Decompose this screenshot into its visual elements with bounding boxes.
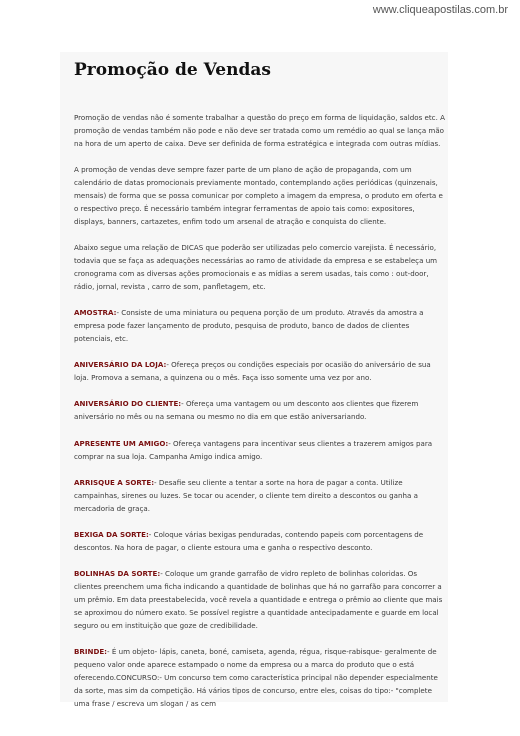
tip-keyword: APRESENTE UM AMIGO: [74, 438, 169, 448]
tip-apresente-amigo [74, 437, 446, 463]
tip-text: - Ofereça preços ou condições especiais por ocasião do aniversário de sua loja. Promova a semana, a quinzena ou o mês. Faça isso somente uma vez por ano. [74, 360, 431, 383]
tip-amostra [74, 306, 446, 345]
tip-brinde [74, 645, 446, 710]
paragraph-intro-2 [74, 163, 446, 228]
paragraph-text: Promoção de vendas não é somente trabalhar a questão do preço em forma de liquidação, saldos etc. A promoção de vendas também não pode e não deve ser tratada como um remédio ao qual se lança mão na hora de um aperto de caixa. Deve ser definida de forma estratégica e integrada com outras mídias. [74, 113, 445, 148]
tip-aniversario-cliente [74, 397, 446, 423]
tip-text: - Ofereça vantagens para incentivar seus clientes a trazerem amigos para comprar na sua loja. Campanha Amigo indica amigo. [74, 438, 433, 461]
tip-keyword: ANIVERSÁRIO DO CLIENTE: [74, 399, 182, 409]
tip-bolinhas-sorte [74, 567, 446, 632]
tip-keyword: BEXIGA DA SORTE: [74, 529, 149, 539]
tip-text: - Consiste de uma miniatura ou pequena porção de um produto. Através da amostra a empresa pode fazer lançamento de produto, pesquisa de produto, banco de dados de clientes potenciais, etc. [74, 308, 424, 344]
tip-keyword: ANIVERSÁRIO DA LOJA: [74, 360, 167, 370]
site-url[interactable]: www.cliqueapostilas.com.br [372, 4, 508, 16]
tip-bexiga-sorte [74, 528, 446, 554]
tip-aniversario-loja [74, 358, 446, 384]
tip-text: - É um objeto- lápis, caneta, boné, camiseta, agenda, régua, risque-rabisque- geralmente de pequeno valor onde aparece estampado o nome da empresa ou a marca do produto que o está oferecendo.CONCURSO:- Um concurso tem como característica principal não depender especialmente da sorte, mas sim da competição. Há vários tipos de concurso, entre eles, coisas do tipo:- "complete uma frase / escreva um slogan / as cem [74, 646, 438, 708]
tip-keyword: BOLINHAS DA SORTE: [74, 568, 161, 578]
tip-arrisque-sorte [74, 476, 446, 515]
tip-keyword: AMOSTRA: [74, 308, 117, 318]
paragraph-text: Abaixo segue uma relação de DICAS que poderão ser utilizadas pelo comercio varejista. É necessário, todavia que se faça as adequações necessárias ao ramo de atividade da empresa e se estabeleça um cronograma com as diversas ações promocionais e as mídias a serem usadas, tais como : out-door, rádio, jornal, revista , carro de som, panfletagem, etc. [74, 243, 438, 292]
tip-text: - Coloque várias bexigas penduradas, contendo papeis com porcentagens de descontos. Na hora de pagar, o cliente estoura uma e ganha o respectivo desconto. [74, 529, 424, 552]
paragraph-intro-1 [74, 111, 446, 150]
document-body [74, 111, 446, 723]
paragraph-intro-3 [74, 241, 446, 293]
page-title: Promoção de Vendas [74, 60, 271, 80]
tip-keyword: ARRISQUE A SORTE: [74, 477, 155, 487]
paragraph-text: A promoção de vendas deve sempre fazer parte de um plano de ação de propaganda, com um calendário de datas promocionais previamente montado, contemplando ações periódicas (quinzenais, mensais) de forma que se possa comunicar por completo a imagem da empresa, o produto em oferta e o respectivo preço. É necessário também integrar ferramentas de apoio tais como: expositores, displays, banners, cartazetes, enfim todo um arsenal de atração e conquista do cliente. [74, 165, 443, 227]
tip-text: - Coloque um grande garrafão de vidro repleto de bolinhas coloridas. Os clientes preenchem uma ficha indicando a quantidade de bolinhas que há no garrafão para concorrer a um prêmio. Em data preestabelecida, você revela a quantidade e entrega o prêmio ao cliente que mais se aproximou do número exato. Se possível registre a quantidade antecipadamente e guarde em local seguro ou em instituição que goze de credibilidade. [74, 568, 443, 630]
tip-text: - Desafie seu cliente a tentar a sorte na hora de pagar a conta. Utilize campainhas, sirenes ou luzes. Se tocar ou acender, o cliente tem direito a descontos ou ganha a mercadoria de graça. [74, 477, 418, 513]
tip-keyword: BRINDE: [74, 646, 108, 656]
tip-text: - Ofereça uma vantagem ou um desconto aos clientes que fizerem aniversário no mês ou na semana ou mesmo no dia em que estão aniversariando. [74, 399, 419, 422]
